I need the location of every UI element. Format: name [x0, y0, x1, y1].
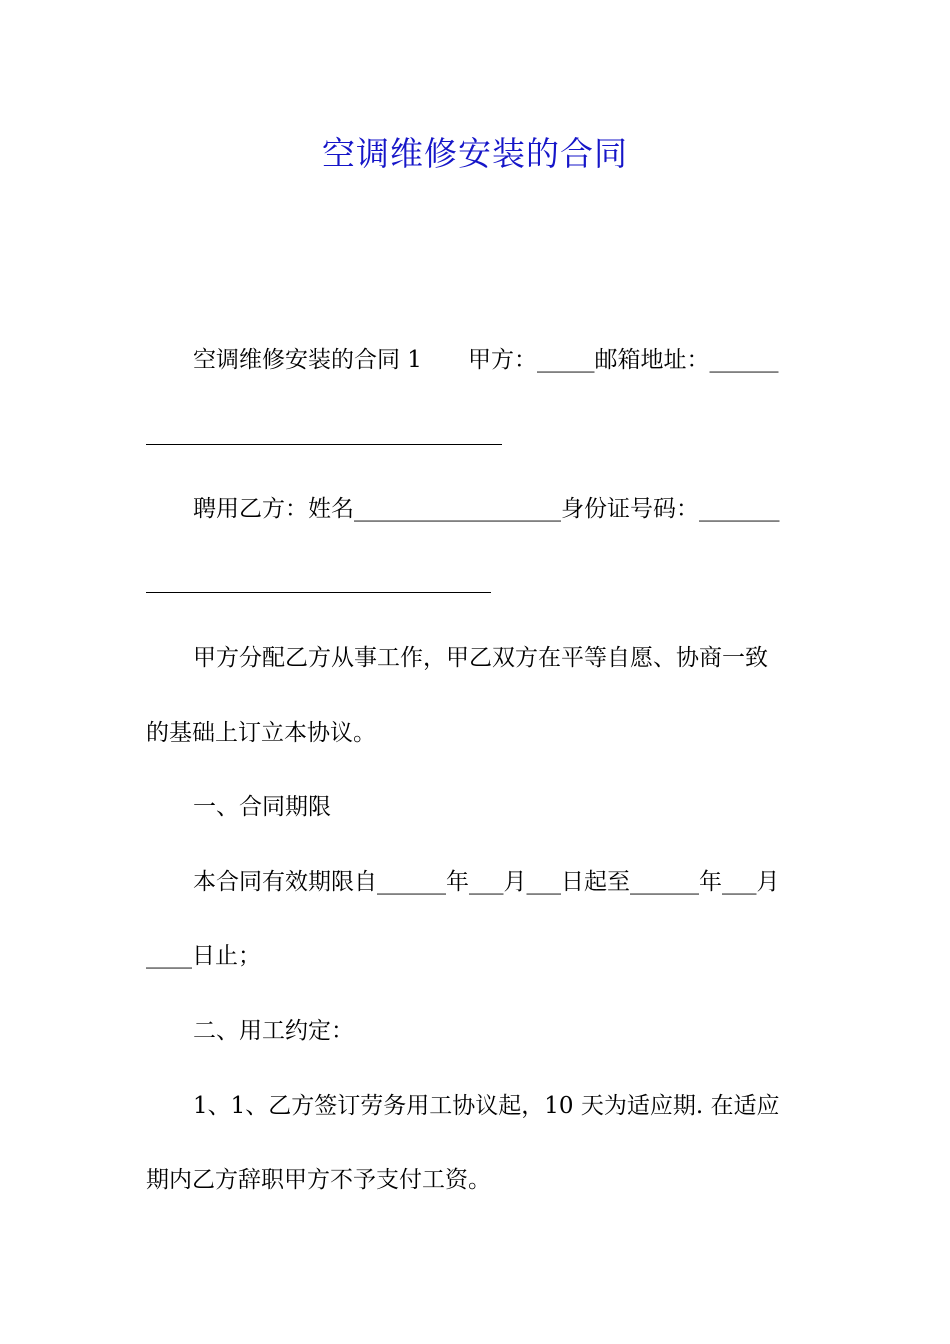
document-title: 空调维修安装的合同: [322, 134, 628, 173]
clause-1-line-1: 1、1、乙方签订劳务用工协议起，10 天为适应期. 在适应: [193, 1093, 780, 1119]
party-b-line: 聘用乙方：姓名__________________身份证号码：_______: [193, 496, 780, 522]
party-a-line: 空调维修安装的合同 1 甲方：_____邮箱地址：______: [193, 347, 779, 373]
section-heading-term: 一、合同期限: [193, 794, 331, 820]
term-paragraph-line-1: 本合同有效期限自______年___月___日起至______年___月: [193, 869, 780, 895]
term-paragraph-line-2: ____日止；: [146, 943, 261, 969]
clause-1-line-2: 期内乙方辞职甲方不予支付工资。: [146, 1167, 491, 1193]
id-number-blank-rule: [146, 592, 491, 593]
email-blank-rule: [146, 444, 502, 445]
intro-paragraph-line-1: 甲方分配乙方从事工作，甲乙双方在平等自愿、协商一致: [193, 645, 768, 671]
section-heading-employment: 二、用工约定：: [193, 1018, 354, 1044]
intro-paragraph-line-2: 的基础上订立本协议。: [146, 720, 376, 746]
